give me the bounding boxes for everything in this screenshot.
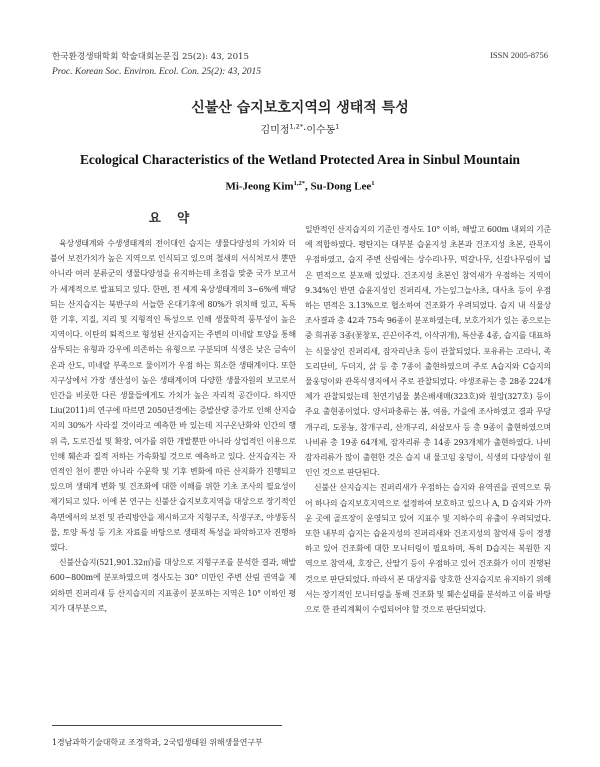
- author-2-en-affil: 1: [371, 180, 375, 187]
- abstract-paragraph: 육상생태계와 수생생태계의 전이대인 습지는 생물다양성의 가치와 더불어 보전가치가 높은 지역으로 인식되고 있으며 철새의 서식처로서 뿐만 아니라 여러 분류군의 생물다양성을 유지하는데 초점을 맞춘 국가 보고서가 세계적으로 발표되고 있다. 한편, 전 세계 육상생태계의 3~6%에 해당되는 산지습지는 북반구의 서늘한 온대기후에 80%가 위치해 있고, 독특한 기후, 지질, 지리 및 지형적인 특성으로 인해 생물학적 풍부성이 높은 지역이다. 이탄의 퇴적으로 형성된 산지습지는 주변의 미네랄 토양을 통해 삼투되는 유형과 강우에 의존하는 유형으로 구분되며 식생은 낮은 금속이온과 산도, 미네랄 부족으로 물이끼가 우점 하는 희소한 생태계이다. 또한 지구상에서 가장 생산성이 높은 생태계이며 다양한 생물자원의 보고로서 인간을 비롯한 다른 생물들에게도 가치가 높은 자리적 공간이다. 하지만 Liu(2011)의 연구에 따르면 2050년경에는 증발산량 증가로 인해 산지습지의 30%가 사라질 것이라고 예측한 바 있는데 지구온난화와 인간의 행위 즉, 도로건설 및 확장, 여가를 위한 개발뿐만 아니라 상업적인 이용으로 인해 훼손과 질적 저하는 가속화될 것으로 예측하고 있다. 산지습지는 자연적인 천이 뿐만 아니라 수문학 및 기후 변화에 따른 산지화가 진행되고 있으며 생태계 변화 및 건조화에 대한 이해를 위한 기초 조사의 필요성이 제기되고 있다. 이에 본 연구는 신불산 습지보호지역을 대상으로 장기적인 측면에서의 보전 및 관리방안을 제시하고자 지형구조, 식생구조, 야생동식물, 토양 특성 등 기초 자료를 바탕으로 생태적 특성을 파악하고자 진행하였다.: [50, 239, 296, 553]
- issn: ISSN 2005-8756: [489, 50, 548, 60]
- affiliation-footnote: 1경남과학기술대학교 조경학과, 2국립생태원 위해생물연구부: [52, 738, 263, 747]
- abstract-heading: 요 약: [148, 210, 196, 225]
- author-1-ko-affil: 1,2*: [289, 122, 304, 131]
- author-1-en: Mi-Jeong Kim: [225, 180, 294, 193]
- abstract-right-column: [305, 222, 551, 752]
- abstract-left-column: [50, 236, 296, 656]
- title-korean: 신불산 습지보호지역의 생태적 특성: [191, 100, 409, 116]
- author-2-en: Su-Dong Lee: [310, 180, 372, 193]
- authors-english: [0, 180, 600, 193]
- abstract-paragraph: 일반적인 산지습지의 기준인 경사도 10° 이하, 해발고 600m 내외의 기준에 적합하였다. 평탄지는 대부분 습윤지성 초본과 건조지성 초본, 관목이 우점하였고, 습지 주변 산림에는 상수리나무, 떡갈나무, 신갈나무림이 넓은 면적으로 분포해 있었다. 건조지성 초본인 참억새가 우점하는 지역이 9.34%인 반면 습윤지성인 진퍼리새, 가는잎그늘사초, 대사초 등이 우점하는 면적은 3.13%으로 협소하여 건조화가 우려되었다. 습지 내 식물상 조사결과 총 42과 75속 96종이 분포하였는데, 보호가치가 있는 종으로는 중 희귀종 3종(꽃창포, 끈끈이주걱, 이삭귀개), 특산종 4종, 습지를 대표하는 식물상인 진퍼리새, 잠자리난초 등이 관찰되었다. 포유류는 고라니, 족도리단비, 두더지, 삵 등 총 7종이 출현하였으며 주로 A습지와 C습지의 물웅덩이와 관목식생지에서 주로 관찰되었다. 야생조류는 총 28종 224개체가 관찰되었는데 천연기념물 붉은배새매(323호)와 원앙(327호) 등이 주요 출현종이었다. 양서파충류는 봄, 여름, 가을에 조사하였고 결과 무당개구리, 도롱뇽, 참개구리, 산개구리, 쇠살모사 등 총 9종이 출현하였으며 나비류 총 19종 64개체, 잠자리류 총 14종 293개체가 출현하였다. 나비잠자리류가 많이 출현한 것은 습지 내 물고임 웅덩이, 식생의 다양성이 원인인 것으로 판단된다.: [305, 225, 551, 478]
- author-separator-ko: ·: [303, 125, 307, 136]
- author-2-ko: 이수동: [306, 125, 336, 136]
- abstract-paragraph: 신불산습지(521,901.32㎡)를 대상으로 지형구조를 분석한 결과, 해발 600~800m에 분포하였으며 경사도는 30° 미만인 주변 산림 권역을 제외하면 진퍼리새 등 산지습지의 지표종이 분포하는 지역은 10° 이하인 평지가 대부분으로,: [50, 558, 296, 613]
- author-separator-en: ,: [304, 180, 311, 193]
- footnote-divider: [52, 725, 282, 726]
- author-1-ko: 김미정: [260, 125, 290, 136]
- author-2-ko-affil: 1: [335, 122, 340, 131]
- authors-korean: [0, 121, 600, 136]
- abstract-paragraph: 신불산 산지습지는 진퍼리새가 우점하는 습지와 유역권을 권역으로 묶어 하나의 습지보호지역으로 설정하여 보호하고 있으나 A, D 습지와 가까운 곳에 골프장이 운영되고 있어 지표수 및 지하수의 유출이 우려되었다. 또한 내부의 습지는 습윤지성의 진퍼리새와 건조지성의 참억새 등이 경쟁하고 있어 건조화에 대한 모니터링이 필요하며, 특히 D습지는 복원한 지역으로 참억새, 호장근, 산딸기 등이 우점하고 있어 건조화가 이미 진행된 것으로 판단되었다. 따라서 본 대상지를 양호한 산지습지로 유지하기 위해서는 장기적인 모니터링을 통해 건조화 및 훼손실태를 분석하고 이를 바탕으로 한 관리계획이 수립되어야 할 것으로 판단되었다.: [305, 483, 551, 615]
- journal-citation-en: Proc. Korean Soc. Environ. Ecol. Con. 25(2): 43, 2015: [52, 67, 261, 77]
- title-english: Ecological Characteristics of the Wetland Protected Area in Sinbul Mountain: [79, 152, 520, 167]
- journal-citation-ko: 한국환경생태학회 학술대회논문집 25(2): 43, 2015: [52, 52, 249, 62]
- journal-header: [52, 50, 261, 80]
- author-1-en-affil: 1,2*: [293, 180, 305, 187]
